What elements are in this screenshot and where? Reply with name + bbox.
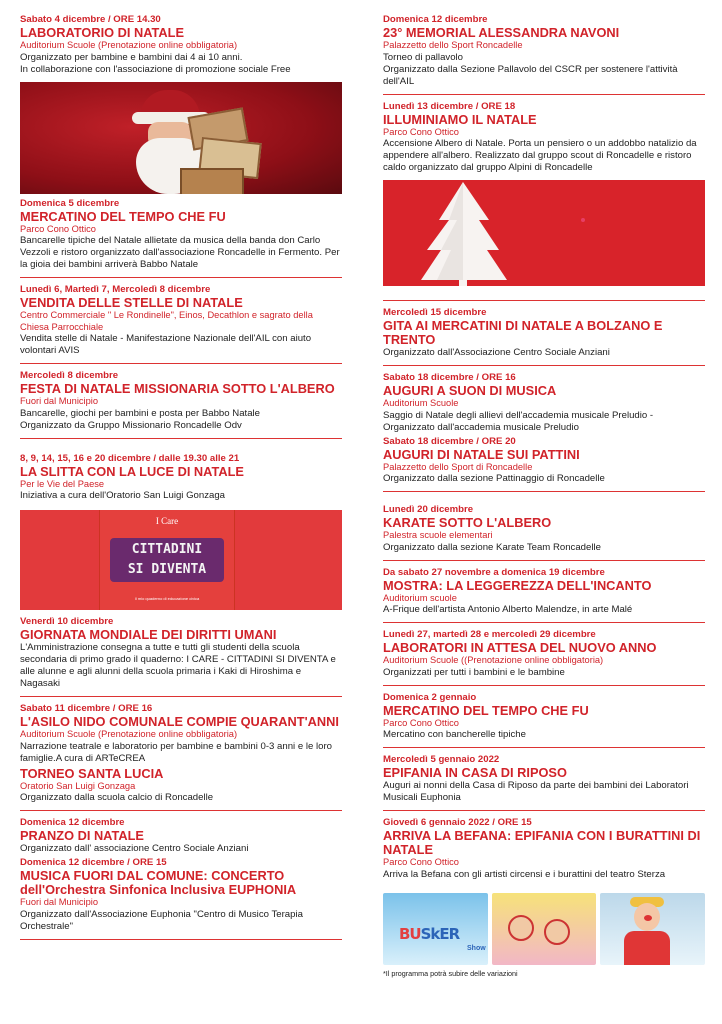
event-desc: Organizzato dalla Sezione Pallavolo del CSCR per sostenere l'attività dell'AIL [383,63,678,87]
event-title: FESTA DI NATALE MISSIONARIA SOTTO L'ALBERO [20,381,335,396]
event-title: GIORNATA MONDIALE DEI DIRITTI UMANI [20,627,277,642]
event-title: EPIFANIA IN CASA DI RIPOSO [383,765,567,780]
event-date: Da sabato 27 novembre a domenica 19 dicembre [383,566,605,578]
busker-logo: BUSkER [399,924,460,943]
event-item [20,817,342,940]
event-desc: Accensione Albero di Natale. Porta un pensiero o un addobbo natalizio da appendere all'albero. Realizzato dal gruppo scout di Roncadelle e ristoro caldo organizzato dal gruppo Alpini di Roncadelle [383,138,697,173]
event-location: Parco Cono Ottico [383,126,459,137]
event-location: Fuori dal Municipio [20,396,99,406]
event-location: Auditorium Scuole [383,398,459,408]
event-date: 8, 9, 14, 15, 16 e 20 dicembre / dalle 19.30 alle 21 [20,452,240,464]
event-item [383,101,705,302]
event-title: KARATE SOTTO L'ALBERO [383,515,552,530]
event-date: Mercoledì 15 dicembre [383,307,487,318]
event-title: PRANZO DI NATALE [20,828,144,843]
event-desc: Narrazione teatrale e laboratorio per bambine e bambini 0-3 anni e le loro famiglie.A cura di ARTeCREA [20,740,332,764]
event-location: Palestra scuole elementari [383,530,493,540]
event-location: Auditorium Scuole (Prenotazione online obbligatoria) [20,40,238,50]
event-desc: Bancarelle tipiche del Natale allietate da musica della banda don Carlo Vezzoli e ristoro organizzato dall'associazione Roncadelle in Fermento. Per la gioia dei bambini arriverà Babbo Natale [20,235,340,270]
event-desc: Organizzato per bambine e bambini dai 4 ai 10 anni. [20,51,243,63]
event-location: Palazzetto dello Sport Roncadelle [383,40,523,50]
event-location: Per le Vie del Paese [20,478,105,489]
event-item [20,703,342,811]
event-location: Auditorium Scuole (Prenotazione online obbligatoria) [20,729,238,739]
event-title: VENDITA DELLE STELLE DI NATALE [20,295,243,310]
event-date: Lunedì 27, martedì 28 e mercoledì 29 dicembre [383,629,596,640]
event-desc: Vendita stelle di Natale - Manifestazione Nazionale dell'AIL con aiuto volontari AVIS [20,333,312,356]
event-title: MOSTRA: LA LEGGEREZZA DELL'INCANTO [383,577,652,593]
event-title: ILLUMINIAMO IL NATALE [383,111,537,127]
event-item [383,567,705,624]
event-item [383,498,705,561]
event-desc: Organizzato dall'Associazione Centro Sociale Anziani [383,347,610,358]
event-desc: Organizzati per tutti i bambini e le bambine [383,666,565,678]
event-location: Palazzetto dello Sport di Roncadelle [383,461,533,472]
left-column [20,0,342,946]
event-desc: Organizzato dalla sezione Pattinaggio di Roncadelle [383,473,605,484]
paper-tree-icon [383,180,705,286]
event-desc: Torneo di pallavolo [383,51,464,63]
event-date: Mercoledì 5 gennaio 2022 [383,754,500,765]
event-desc: Organizzato da Gruppo Missionario Roncadelle Odv [20,419,242,431]
event-title: MERCATINO DEL TEMPO CHE FU [20,208,226,224]
event-item [383,307,705,366]
event-item [383,629,705,686]
i-care-cittadini-si-diventa-image [20,510,342,610]
event-date: Sabato 4 dicembre / ORE 14.30 [20,14,161,25]
event-date: Lunedì 13 dicembre / ORE 18 [383,100,516,112]
event-item [383,14,705,95]
event-title: ARRIVA LA BEFANA: EPIFANIA CON I BURATTINI DI NATALE [383,828,701,857]
event-item [20,370,342,439]
care-subtitle: Il mio quaderno di educazione civica [134,596,200,601]
event-item [383,372,705,492]
event-desc: In collaborazione con l'associazione di promozione sociale Free [20,63,291,75]
event-desc: Auguri ai nonni della Casa di Riposo da parte dei bambini dei Laboratori Musicali Euphonia [383,780,689,803]
right-column [383,0,705,978]
event-date: Domenica 2 gennaio [383,691,477,703]
event-item [20,14,342,278]
event-date: Venerdì 10 dicembre [20,616,114,627]
befana-image-strip [383,893,705,965]
event-desc: Iniziativa a cura dell'Oratorio San Luigi Gonzaga [20,490,226,501]
event-desc: Organizzato dall' associazione Centro Sociale Anziani [20,843,249,854]
event-item [383,817,705,887]
event-desc: Organizzato dalla scuola calcio di Roncadelle [20,792,214,803]
puppet-image [600,893,705,965]
event-title: L'ASILO NIDO COMUNALE COMPIE QUARANT'ANNI [20,714,339,729]
event-desc: Saggio di Natale degli allievi dell'accademia musicale Preludio - Organizzato dall'accademia musicale Preludio [383,409,654,433]
event-date: Lunedì 6, Martedì 7, Mercoledì 8 dicembre [20,284,211,295]
event-title: TORNEO SANTA LUCIA [20,765,164,781]
event-location: Parco Cono Ottico [383,717,459,728]
event-location: Centro Commerciale " Le Rondinelle", Einos, Decathlon e sagrato della Chiesa Parrocchiale [20,310,313,332]
event-title: AUGURI A SUON DI MUSICA [383,383,557,398]
event-location: Oratorio San Luigi Gonzaga [20,780,136,791]
show-label: Show [467,944,486,952]
santa-claus-photo [20,82,342,194]
event-title: LABORATORIO DI NATALE [20,25,184,40]
event-desc: A-Frique dell'artista Antonio Alberto Malendze, in arte Malé [383,604,633,615]
event-desc: Mercatino con bancherelle tipiche [383,729,526,740]
event-location: Fuori dal Municipio [20,897,99,907]
si-diventa-text: SI DIVENTA [127,562,207,577]
event-date: Domenica 12 dicembre [383,14,488,25]
event-desc: L'Amministrazione consegna a tutte e tutti gli studenti della scuola secondaria di primo grado il quaderno: I CARE - CITTADINI SI DIVENTA e alle alunne e agli alunni della scuola primaria i Kaki di Hiroshima e Nagasaki [20,642,336,689]
footnote: *Il programma potrà subire delle variazioni [383,968,518,978]
event-date: Mercoledì 8 dicembre [20,370,119,381]
event-item [383,692,705,749]
event-date: Domenica 5 dicembre [20,197,120,209]
event-title: MERCATINO DEL TEMPO CHE FU [383,702,589,718]
event-title: AUGURI DI NATALE SUI PATTINI [383,446,580,462]
event-title: GITA AI MERCATINI DI NATALE A BOLZANO E TRENTO [383,318,663,347]
event-title: LA SLITTA CON LA LUCE DI NATALE [20,463,244,479]
event-date: Giovedì 6 gennaio 2022 / ORE 15 [383,817,532,828]
i-care-brand: I Care [155,516,179,526]
clowns-image [492,893,597,965]
event-date: Sabato 18 dicembre / ORE 16 [383,372,516,383]
event-desc: Bancarelle, giochi per bambini e posta per Babbo Natale [20,407,260,419]
event-item [383,754,705,811]
event-title: MUSICA FUORI DAL COMUNE: CONCERTO dell'Orchestra Sinfonica Inclusiva EUPHONIA [20,868,297,897]
event-item [20,284,342,364]
event-desc: Organizzato dall'Associazione Euphonia "Centro di Musico Terapia Orchestrale" [20,908,303,932]
event-desc: Arriva la Befana con gli artisti circensi e i burattini del teatro Sterza [383,868,666,880]
event-location: Auditorium Scuole ((Prenotazione online obbligatoria) [383,655,604,665]
christmas-tree-image [383,180,705,286]
event-location: Parco Cono Ottico [20,223,96,234]
busker-show-image [383,893,488,965]
event-date: Sabato 18 dicembre / ORE 20 [383,435,516,447]
event-location: Auditorium scuole [383,592,457,603]
event-date: Domenica 12 dicembre / ORE 15 [20,857,167,868]
cittadini-text: CITTADINI [131,542,203,557]
event-date: Sabato 11 dicembre / ORE 16 [20,703,153,714]
event-title: LABORATORI IN ATTESA DEL NUOVO ANNO [383,640,657,655]
event-date: Lunedì 20 dicembre [383,504,474,515]
event-date: Domenica 12 dicembre [20,817,125,828]
event-item [20,445,342,698]
event-desc: Organizzato dalla sezione Karate Team Roncadelle [383,541,601,553]
event-title: 23° MEMORIAL ALESSANDRA NAVONI [383,25,620,40]
event-location: Parco Cono Ottico [383,857,459,867]
